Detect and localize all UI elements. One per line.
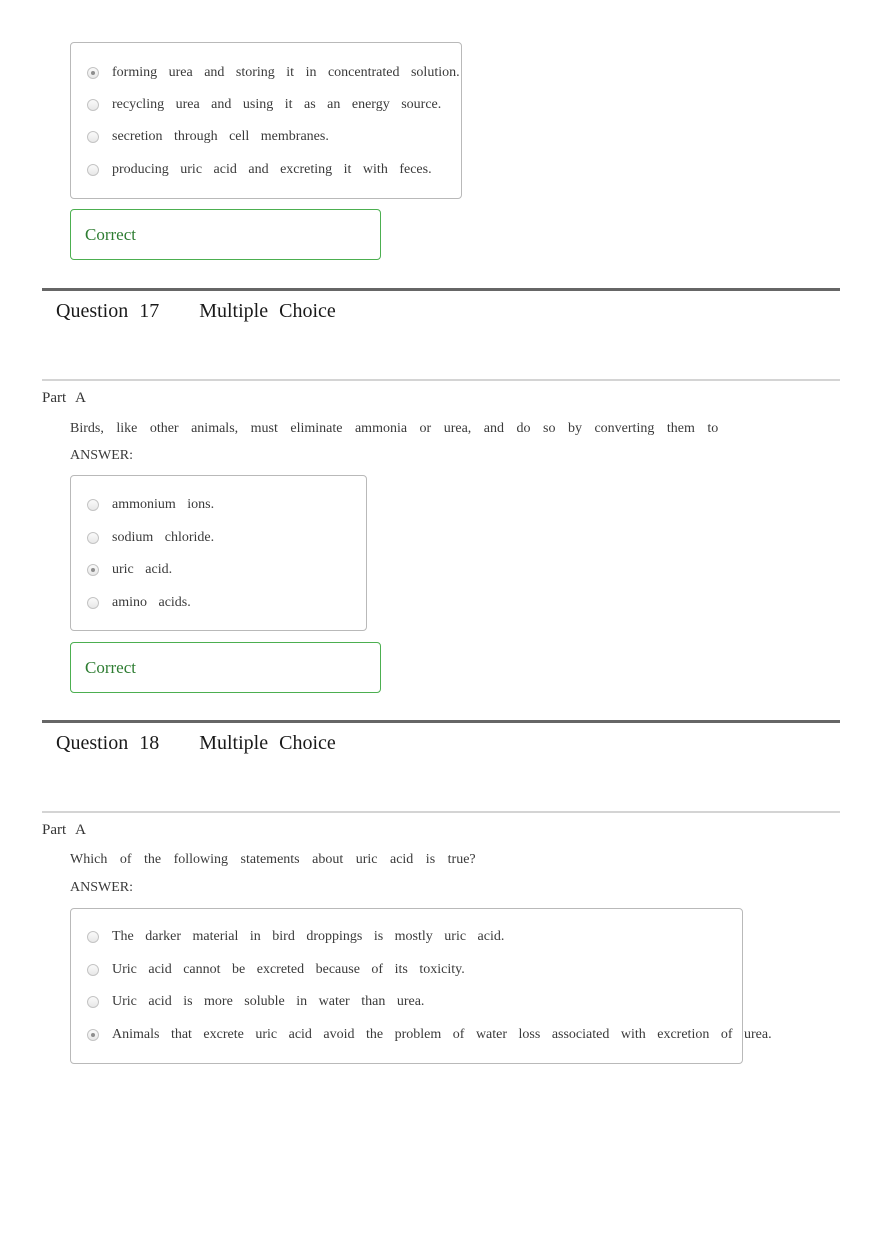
radio-icon[interactable]	[87, 597, 99, 609]
q16-option-2[interactable]	[87, 94, 441, 116]
option-label: secretion through cell membranes.	[112, 129, 329, 144]
option-label: Uric acid is more soluble in water than urea.	[112, 994, 425, 1009]
option-label: uric acid.	[112, 562, 173, 577]
answer-label: ANSWER:	[70, 448, 133, 463]
radio-selected-icon[interactable]	[87, 564, 99, 576]
radio-icon[interactable]	[87, 99, 99, 111]
part-label: Part A	[42, 390, 86, 406]
question-number: Question 18	[56, 732, 160, 754]
q16-option-4[interactable]	[87, 159, 432, 181]
question-type: Multiple Choice	[199, 300, 336, 322]
question-prompt: Which of the following statements about uric acid is true?	[70, 852, 476, 867]
option-label: Uric acid cannot be excreted because of its toxicity.	[112, 962, 465, 977]
q16-feedback	[70, 209, 381, 260]
question-type: Multiple Choice	[199, 732, 336, 754]
option-label: Animals that excrete uric acid avoid the problem of water loss associated with excretion of urea.	[112, 1027, 772, 1042]
q17-option-2[interactable]	[87, 527, 214, 549]
q17-option-3[interactable]	[87, 559, 172, 581]
question-prompt: Birds, like other animals, must eliminate ammonia or urea, and do so by converting them to	[70, 421, 719, 436]
option-label: forming urea and storing it in concentrated solution.	[112, 65, 460, 80]
radio-icon[interactable]	[87, 931, 99, 943]
part-label: Part A	[42, 822, 86, 838]
answer-label: ANSWER:	[70, 880, 133, 895]
section-divider	[42, 811, 840, 813]
question-number: Question 17	[56, 300, 160, 322]
question-17-title	[56, 300, 336, 323]
radio-icon[interactable]	[87, 499, 99, 511]
feedback-text: Correct	[85, 224, 136, 244]
q18-option-4[interactable]	[87, 1024, 772, 1046]
q18-option-1[interactable]	[87, 926, 504, 948]
option-label: ammonium ions.	[112, 497, 215, 512]
radio-selected-icon[interactable]	[87, 67, 99, 79]
q17-option-1[interactable]	[87, 494, 214, 516]
radio-icon[interactable]	[87, 164, 99, 176]
radio-selected-icon[interactable]	[87, 1029, 99, 1041]
q18-option-3[interactable]	[87, 991, 424, 1013]
option-label: The darker material in bird droppings is mostly uric acid.	[112, 929, 505, 944]
question-divider	[42, 720, 840, 723]
feedback-text: Correct	[85, 657, 136, 677]
radio-icon[interactable]	[87, 131, 99, 143]
option-label: amino acids.	[112, 595, 191, 610]
question-divider	[42, 288, 840, 291]
option-label: producing uric acid and excreting it with feces.	[112, 162, 432, 177]
q16-answer-box	[70, 42, 462, 199]
q17-option-4[interactable]	[87, 592, 191, 614]
q16-option-3[interactable]	[87, 126, 329, 148]
option-label: sodium chloride.	[112, 530, 215, 545]
q17-feedback	[70, 642, 381, 693]
section-divider	[42, 379, 840, 381]
radio-icon[interactable]	[87, 964, 99, 976]
q18-answer-box	[70, 908, 772, 1064]
radio-icon[interactable]	[87, 996, 99, 1008]
q18-option-2[interactable]	[87, 959, 465, 981]
option-label: recycling urea and using it as an energy source.	[112, 97, 442, 112]
radio-icon[interactable]	[87, 532, 99, 544]
q17-answer-box	[70, 475, 367, 631]
q16-option-1[interactable]	[87, 62, 460, 84]
question-18-title	[56, 732, 336, 755]
